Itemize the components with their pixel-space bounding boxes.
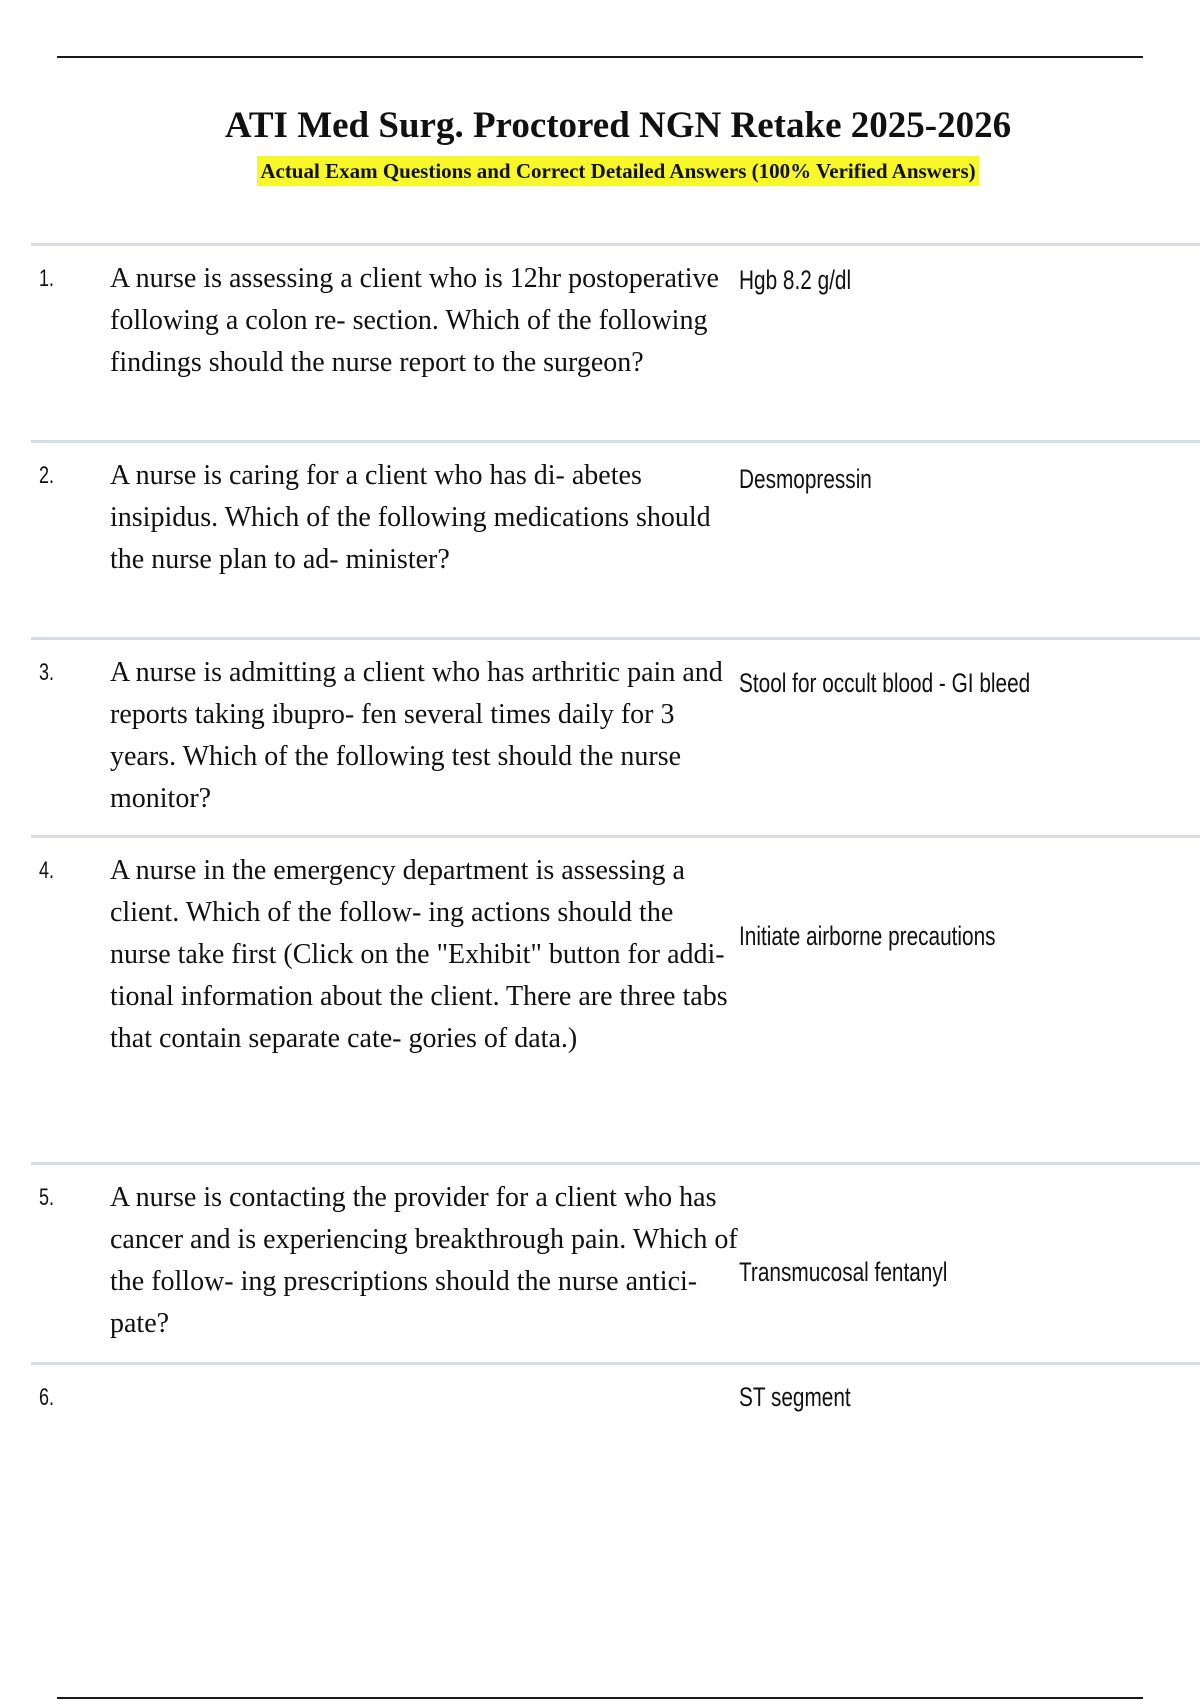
question-row-1 bbox=[31, 243, 1200, 443]
question-text: A nurse is contacting the provider for a client who has cancer and is experiencing breakthrough pain. Which of the follow- ing prescriptions should the nurse antici- pate? bbox=[110, 1182, 738, 1339]
answer-text: Stool for occult blood - GI bleed bbox=[739, 668, 1031, 698]
question-row-6 bbox=[31, 1362, 1200, 1485]
question-text: A nurse is caring for a client who has di- abetes insipidus. Which of the following medications should the nurse plan to ad- minister? bbox=[110, 460, 711, 575]
question-row-3 bbox=[31, 637, 1200, 838]
question-text: A nurse in the emergency department is assessing a client. Which of the follow- ing actions should the nurse take first (Click on the "Exhibit" button for addi- tional information about the client. There are three tabs that contain separate cate- gories of data.) bbox=[110, 855, 728, 1054]
question-number: 3. bbox=[39, 659, 55, 686]
answer-text: ST segment bbox=[739, 1382, 851, 1412]
answer-text: Initiate airborne precautions bbox=[739, 921, 996, 951]
question-row-4 bbox=[31, 835, 1200, 1165]
question-row-2 bbox=[31, 440, 1200, 640]
question-number: 2. bbox=[39, 462, 55, 489]
question-row-5 bbox=[31, 1162, 1200, 1365]
question-text: A nurse is assessing a client who is 12hr postoperative following a colon re- section. Which of the following findings should the nurse report to the surgeon? bbox=[110, 263, 719, 378]
subtitle-container bbox=[0, 156, 1200, 186]
question-number: 1. bbox=[39, 265, 55, 292]
document-title: ATI Med Surg. Proctored NGN Retake 2025-2026 bbox=[224, 105, 1012, 146]
answer-text: Desmopressin bbox=[739, 464, 872, 494]
question-number: 4. bbox=[39, 857, 55, 884]
bottom-rule bbox=[57, 1697, 1143, 1699]
question-text: A nurse is admitting a client who has arthritic pain and reports taking ibupro- fen several times daily for 3 years. Which of the following test should the nurse monitor? bbox=[110, 657, 723, 814]
question-number: 6. bbox=[39, 1384, 55, 1411]
document-subtitle-highlighted: Actual Exam Questions and Correct Detailed Answers (100% Verified Answers) bbox=[257, 156, 978, 186]
top-rule bbox=[57, 56, 1143, 58]
question-number: 5. bbox=[39, 1184, 55, 1211]
answer-text: Transmucosal fentanyl bbox=[739, 1257, 948, 1287]
answer-text: Hgb 8.2 g/dl bbox=[739, 265, 852, 295]
